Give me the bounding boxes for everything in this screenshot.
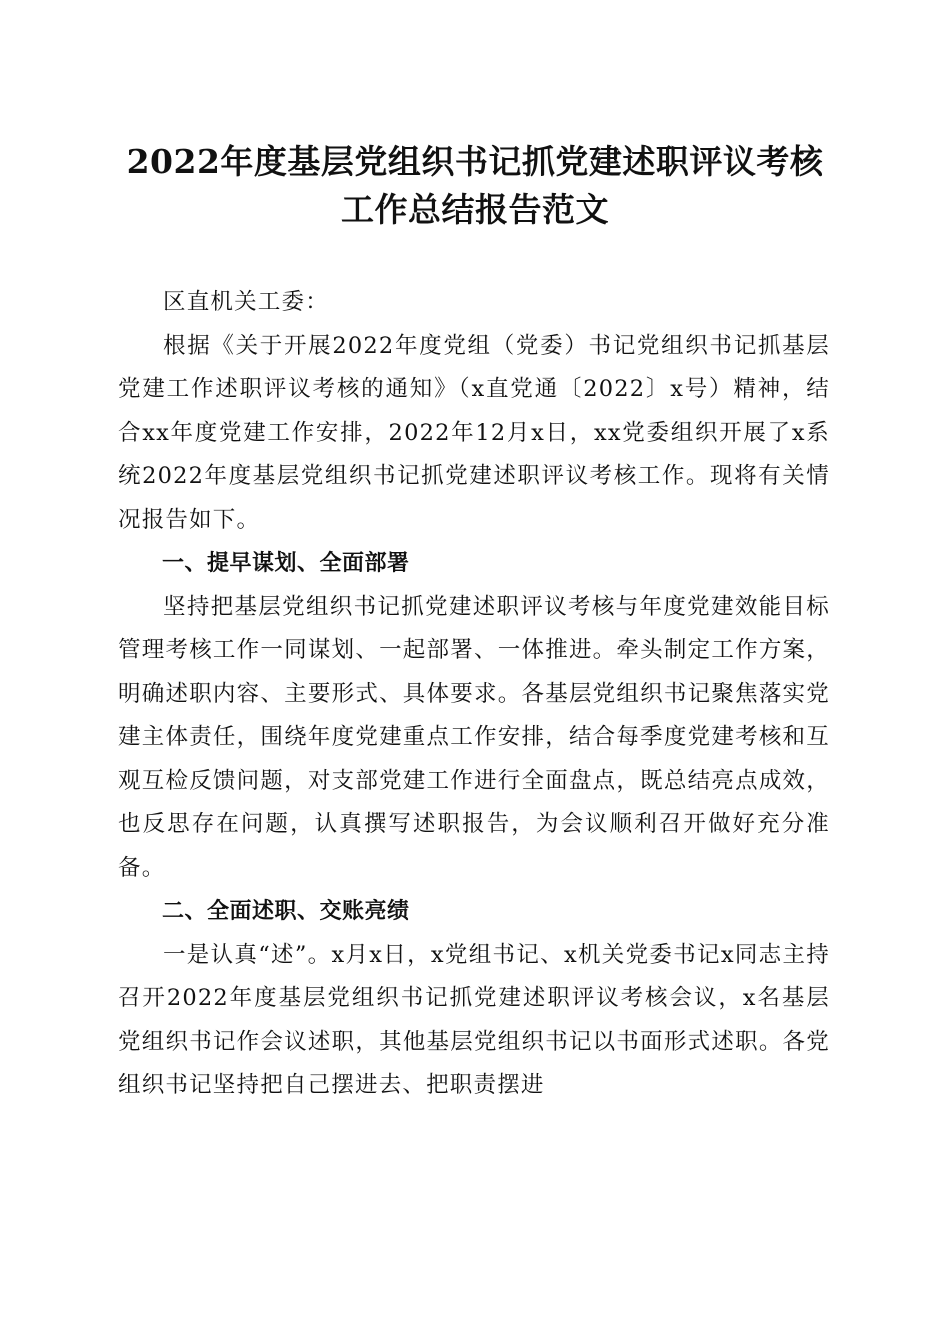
section-2-paragraph: 一是认真“述”。x月x日，x党组书记、x机关党委书记x同志主持召开2022年度基层党组织书记抓党建述职评议考核会议，x名基层党组织书记作会议述职，其他基层党组织书记以书面形式述职。各党组织书记坚持把自己摆进去、把职责摆进 <box>118 941 830 1098</box>
intro-paragraph: 根据《关于开展2022年度党组（党委）书记党组织书记抓基层党建工作述职评议考核的通知》（x直党通〔2022〕x号）精神，结合xx年度党建工作安排，2022年12月x日，xx党委组织开展了x系统2022年度基层党组织书记抓党建述职评议考核工作。现将有关情况报告如下。 <box>118 332 830 533</box>
document-body <box>118 281 830 1108</box>
section-heading-2: 二、全面述职、交账亮绩 <box>162 899 410 924</box>
salutation: 区直机关工委： <box>163 289 329 315</box>
section-1-paragraph: 坚持把基层党组织书记抓党建述职评议考核与年度党建效能目标管理考核工作一同谋划、一起部署、一体推进。牵头制定工作方案，明确述职内容、主要形式、具体要求。各基层党组织书记聚焦落实党建主体责任，围绕年度党建重点工作安排，结合每季度党建考核和互观互检反馈问题，对支部党建工作进行全面盘点，既总结亮点成效，也反思存在问题，认真撰写述职报告，为会议顺利召开做好充分准备。 <box>118 593 830 881</box>
section-heading-1: 一、提早谋划、全面部署 <box>162 551 410 576</box>
document-title: 2022年度基层党组织书记抓党建述职评议考核工作总结报告范文 <box>126 142 824 229</box>
